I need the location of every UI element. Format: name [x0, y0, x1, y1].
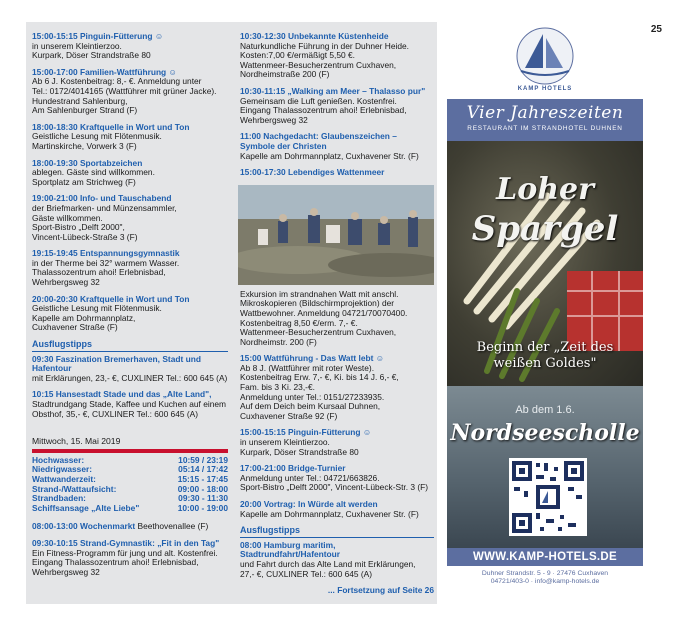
col1-trip-event [32, 355, 228, 384]
ad-phone: 04721/403-0 · info@kamp-hotels.de [490, 578, 600, 585]
event-description: mit Erklärungen, 23,- €, CUXLINER Tel.: 600 645 (A) [32, 372, 228, 383]
event-title: 20:00 Vortrag: In Würde alt werden [240, 499, 378, 509]
col2-b-event [240, 354, 434, 421]
tide-label: Schiffsansage „Alte Liebe" [32, 502, 140, 513]
tide-label: Strand-/Wattaufsicht: [32, 483, 117, 494]
ad-headline-1: Loher [496, 172, 594, 207]
event-description: der Briefmarken- und Münzensammler, Gäste willkommen. Sport-Bistro „Delft 2000", Vincent-Lübeck-Straße 3 (F) [32, 202, 177, 242]
column-left [32, 32, 228, 584]
event-title: 10:15 Hansestadt Stade und das „Alte Land", [32, 389, 212, 400]
tide-value: 09:00 - 18:00 [177, 483, 228, 494]
tide-value: 09:30 - 11:30 [178, 493, 228, 504]
event-description: Naturkundliche Führung in der Duhner Heide. Kosten:7,00 €/ermäßigt 5,50 €. Wattenmeer-Besucherzentrum Cuxhaven, Nordheimstraße 200 (F) [240, 40, 409, 80]
ad-brand: KAMP HOTELS [517, 86, 573, 92]
col2-trip-event [240, 541, 434, 579]
event-location: Beethovenallee (F) [135, 521, 209, 532]
date-divider [32, 449, 228, 453]
event-description: und Fahrt durch das Alte Land mit Erklärungen, 27,- €, CUXLINER Tel.: 600 645 (A) [240, 558, 416, 579]
event-description: ablegen. Gäste sind willkommen. Sportplatz am Strichweg (F) [32, 167, 155, 187]
col1-event [32, 32, 228, 61]
event-title: 08:00-13:00 Wochenmarkt [32, 521, 136, 532]
tide-label: Wattwanderzeit: [32, 473, 96, 484]
event-description: Gemeinsam die Luft genießen. Kostenfrei. Eingang Thalassozentrum ahoi! Erlebnisbad, Wehrbergsweg 32 [240, 95, 407, 125]
event-title: 18:00-19:30 Sportabzeichen [32, 157, 143, 168]
date-heading: Mittwoch, 15. Mai 2019 [32, 436, 121, 447]
col2-event [240, 168, 434, 178]
restaurant-subtitle: RESTAURANT IM STRANDHOTEL DUHNEN [467, 125, 623, 132]
event-description: Stadtrundgang Stade, Kaffee und Kuchen auf einem Obsthof, 35,- €, CUXLINER Tel.: 600 645 (A) [32, 399, 227, 419]
event-title: 10:30-11:15 „Walking am Meer – Thalasso pur" [240, 85, 426, 96]
ad-footer [447, 548, 643, 604]
col2-event [240, 87, 434, 125]
event-title: 09:30 Faszination Bremerhaven, Stadt und Hafentour [32, 353, 201, 374]
col1-event [32, 159, 228, 188]
column-right [240, 32, 434, 596]
mudflat-photo [238, 185, 434, 285]
ad-headline-2: Spargel [471, 209, 619, 249]
restaurant-name: Vier Jahreszeiten [466, 103, 624, 123]
event-title: 15:00-17:00 Familien-Wattführung ☺ [32, 66, 178, 77]
ad-address: Duhner Strandstr. 5 - 9 · 27476 Cuxhaven [481, 570, 609, 577]
event-title: 10:30-12:30 Unbekannte Küstenheide [240, 31, 389, 41]
event-description: Ein Fitness-Programm für jung und alt. Kostenfrei. Eingang Thalassozentrum ahoi! Erlebnisbad, Wehrbergsweg 32 [32, 547, 218, 577]
event-title: 08:00 Hamburg maritim, Stadtrundfahrt/Hafentour [240, 539, 341, 560]
col1-event [32, 123, 228, 152]
tide-value: 05:14 / 17:42 [178, 464, 228, 475]
tide-label: Hochwasser: [32, 454, 85, 465]
continued-link[interactable]: ... Fortsetzung auf Seite 26 [327, 585, 434, 596]
event-description: Kapelle am Dohrmannplatz, Cuxhavener Str. (F) [240, 508, 419, 519]
col1-event [32, 249, 228, 287]
section-heading-trips: Ausflugstipps [32, 340, 228, 352]
tide-value: 10:59 / 23:19 [178, 454, 228, 465]
col1-trip-event [32, 390, 228, 419]
event-title: 11:00 Nachgedacht: Glaubenszeichen – Symbole der Christen [240, 131, 397, 151]
event-description: in unserem Kleintierzoo. Kurpark, Döser Strandstraße 80 [240, 437, 359, 457]
tide-table [32, 456, 228, 514]
ad-subline: Ab dem 1.6. [515, 404, 575, 416]
tide-value: 15:15 - 17:45 [177, 473, 228, 484]
col1-event [32, 295, 228, 333]
qr-code-art [512, 461, 584, 533]
event-title: 19:00-21:00 Info- und Tauschabend [32, 193, 172, 204]
event-title: 19:15-19:45 Entspannungsgymnastik [32, 248, 180, 259]
mudflat-photo-art [238, 185, 434, 285]
tide-value: 10:00 - 19:00 [177, 502, 228, 513]
col2-b-event [240, 464, 434, 493]
hotel-advertisement [447, 24, 643, 604]
event-description: in der Therme bei 32° warmem Wasser. Thalassozentrum ahoi! Erlebnisbad, Wehrbergsweg 32 [32, 257, 180, 288]
col1-event [32, 68, 228, 116]
ad-headline-3: Nordseescholle [450, 420, 640, 446]
tide-row [32, 504, 228, 514]
page-number: 25 [650, 24, 662, 35]
col2-b-event [240, 428, 434, 457]
event-title: 15:00-17:30 Lebendiges Wattenmeer [240, 167, 385, 178]
event-description: Ab 8 J. (Wattführer mit roter Weste). Kostenbeitrag Erw. 7,- €, Ki. bis 14 J. 6,- €, Fam. bis 3 Ki. 23,-€. Anmeldung unter Tel.: 0151/27233935. Auf dem Deich beim Kursaal Duhnen, Cuxhavener Straße 92 (F) [240, 362, 399, 421]
event-title: 20:00-20:30 Kraftquelle in Wort und Ton [32, 293, 190, 304]
event-title: 15:00-15:15 Pinguin-Fütterung ☺ [32, 31, 164, 41]
photo-caption: Exkursion im strandnahen Watt mit anschl. Mikroskopieren (Bildschirmprojektion) der Wattbewohner. Anmeldung 04721/70070400. Kostenbeitrag 8,50 €/erm. 7,- €. Wattenmeer-Besucherzentrum Cuxhaven, Nordheimstr. 200 (F) [240, 288, 408, 347]
col2-event [240, 132, 434, 161]
col1-day2-event [32, 522, 228, 532]
section-heading-trips-2: Ausflugstipps [240, 526, 434, 538]
col2-b-event [240, 500, 434, 519]
event-title: 15:00 Wattführung - Das Watt lebt ☺ [240, 353, 385, 364]
ad-website[interactable]: WWW.KAMP-HOTELS.DE [447, 548, 643, 566]
col1-event [32, 194, 228, 242]
event-description: Kapelle am Dohrmannplatz, Cuxhavener Str. (F) [240, 150, 419, 161]
event-title: 09:30-10:15 Strand-Gymnastik: „Fit in den Tag" [32, 537, 220, 548]
col2-event [240, 32, 434, 80]
event-title: 17:00-21:00 Bridge-Turnier [240, 463, 346, 474]
ad-tagline: Beginn der „Zeit des weißen Goldes" [476, 340, 614, 371]
event-title: 15:00-15:15 Pinguin-Fütterung ☺ [240, 427, 372, 438]
tide-label: Niedrigwasser: [32, 464, 93, 475]
tide-label: Strandbaden: [32, 493, 86, 504]
event-description: Geistliche Lesung mit Flötenmusik. Kapelle am Dohrmannplatz, Cuxhavener Straße (F) [32, 303, 162, 333]
event-description: Anmeldung unter Tel.: 04721/663826. Sport-Bistro „Delft 2000", Vincent-Lübeck-Str. 3 (F) [240, 472, 429, 493]
ad-logo-area [447, 24, 643, 99]
event-title: 18:00-18:30 Kraftquelle in Wort und Ton [32, 121, 190, 132]
event-description: Ab 6 J. Kostenbeitrag: 8,- €. Anmeldung unter Tel.: 0172/4014165 (Wattführer mit grüner Jacke). Hundestrand Sahlenburg, Am Sahlenburger Strand (F) [32, 76, 217, 116]
qr-code-icon[interactable] [509, 458, 587, 536]
restaurant-banner [447, 99, 643, 141]
event-description: Geistliche Lesung mit Flötenmusik. Martinskirche, Vorwerk 3 (F) [32, 131, 162, 151]
event-description: in unserem Kleintierzoo. Kurpark, Döser Strandstraße 80 [32, 40, 151, 61]
col1-day2-event [32, 539, 228, 577]
